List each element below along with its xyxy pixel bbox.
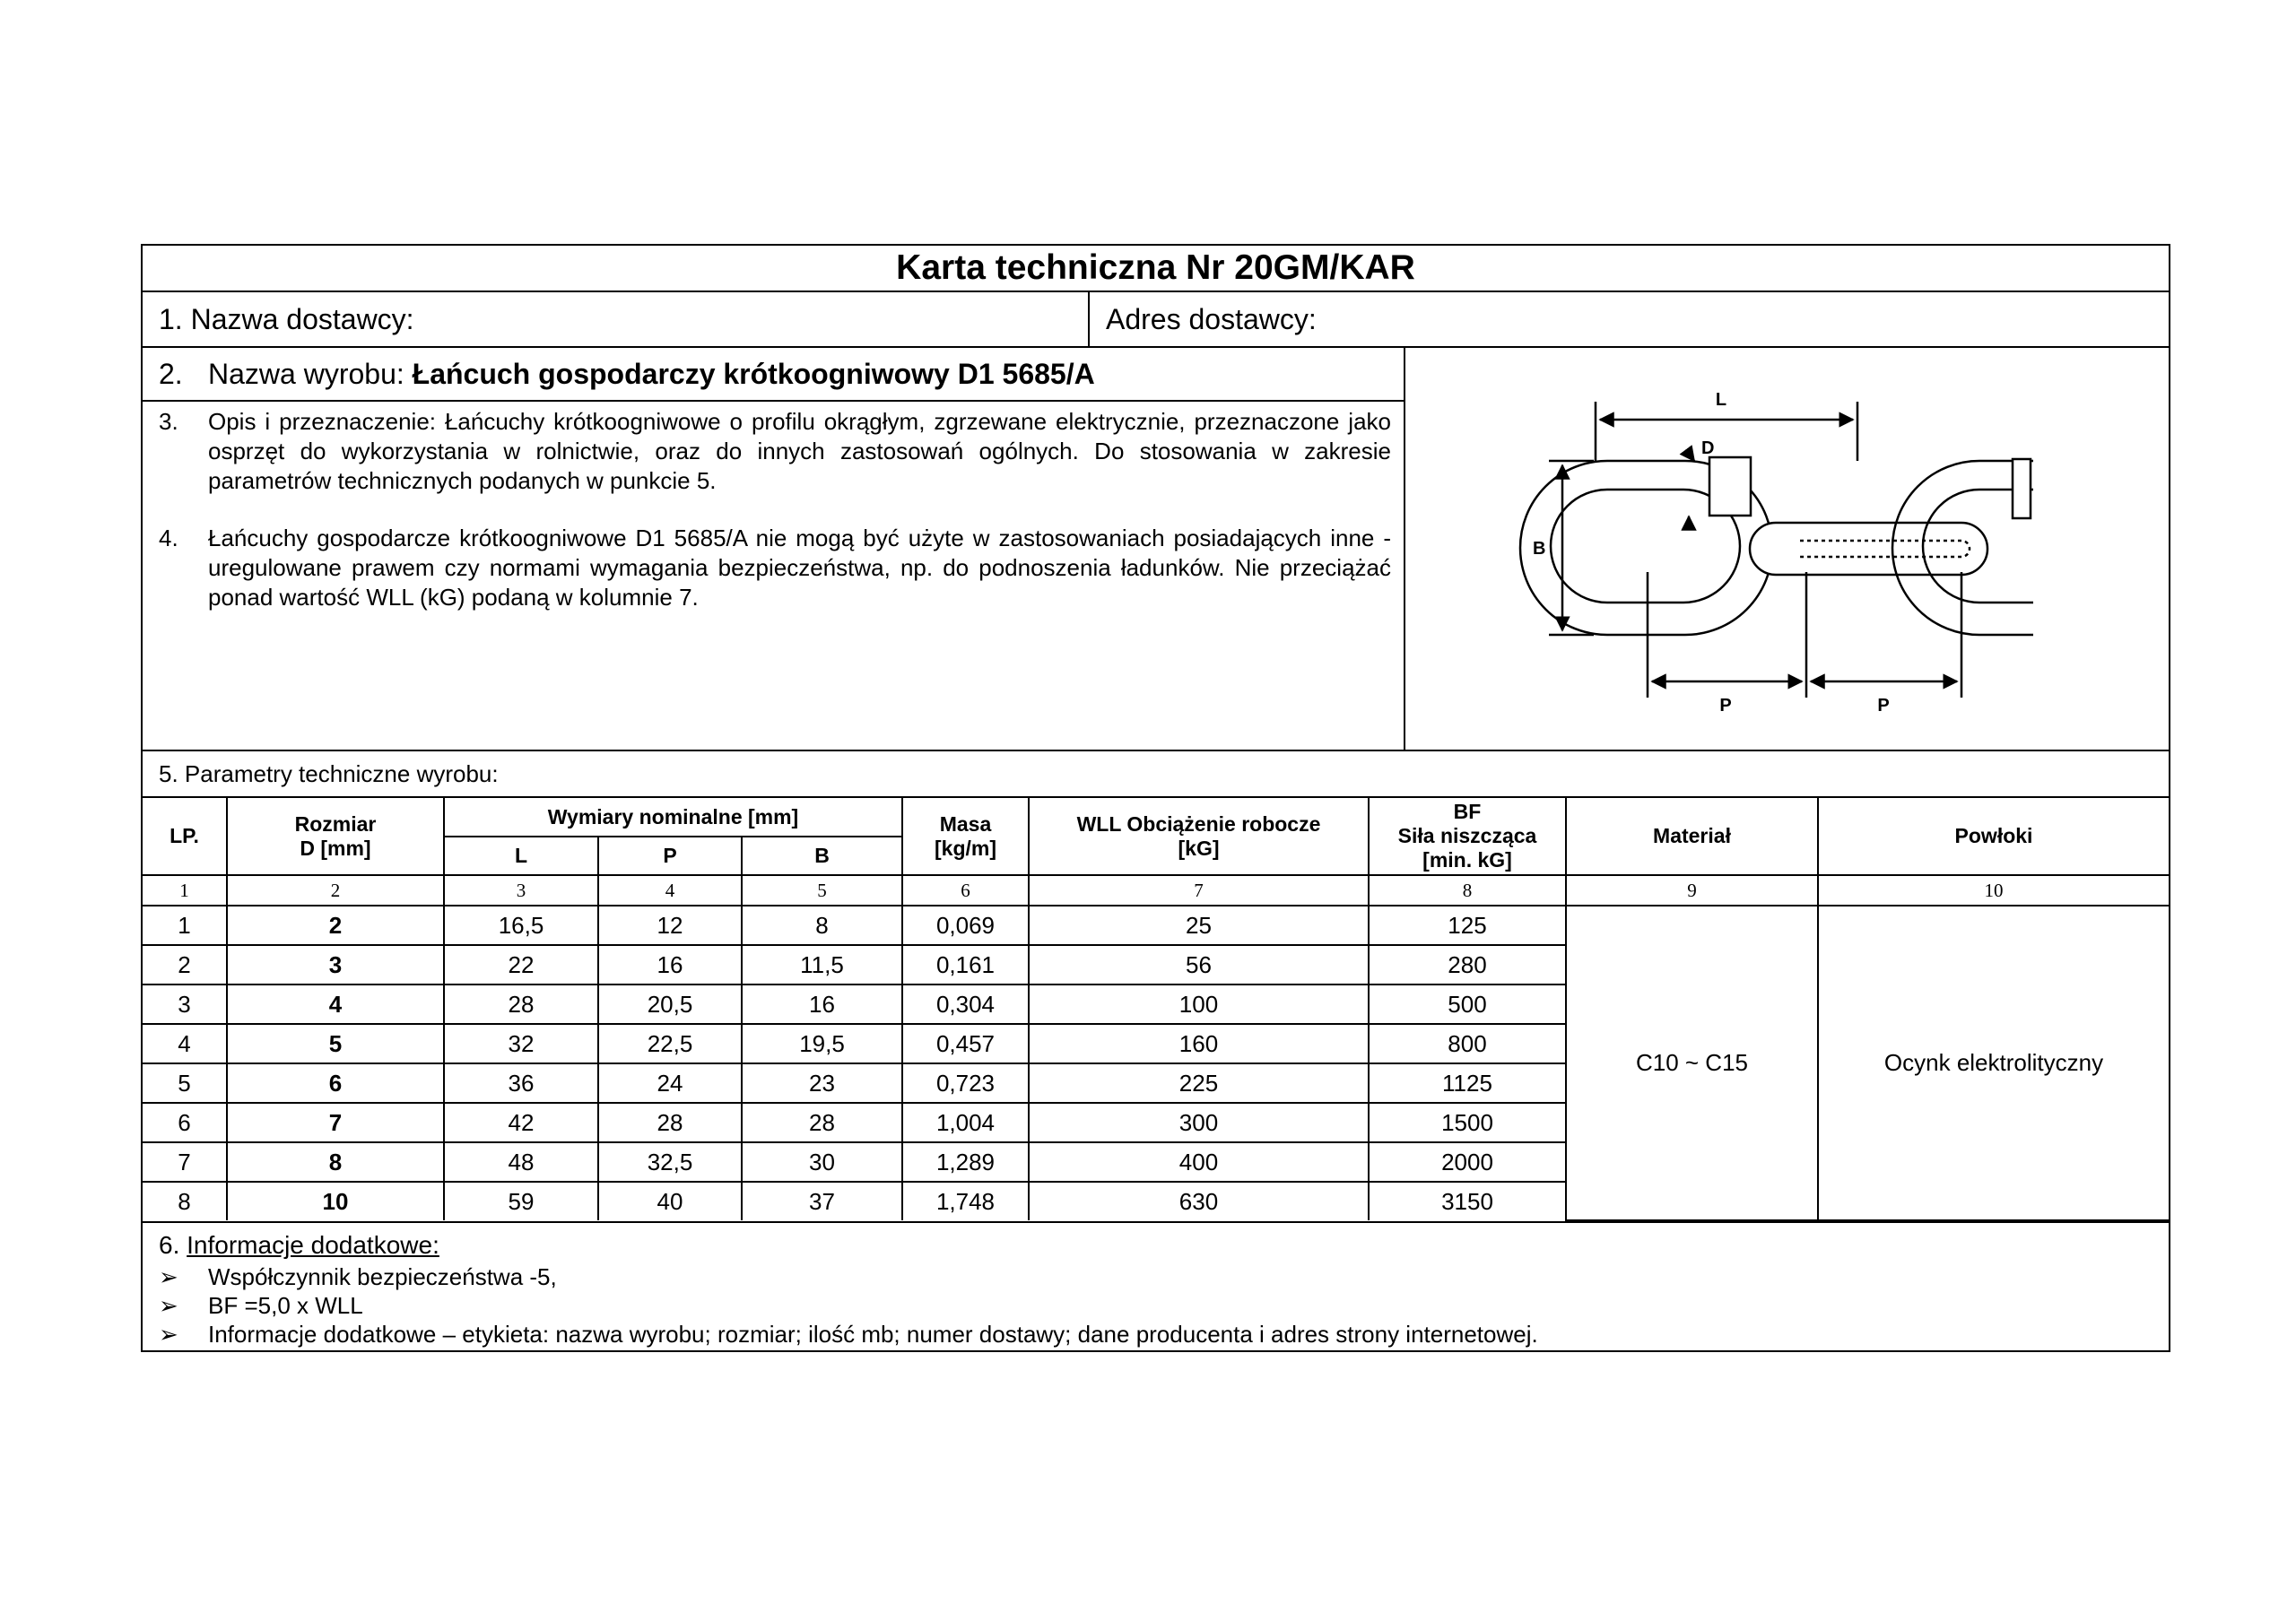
- cell-wll: 160: [1029, 1024, 1369, 1063]
- cell-mass: 0,161: [902, 945, 1029, 984]
- product-name: Łańcuch gospodarczy krótkoogniwowy D1 5685/A: [412, 358, 1095, 390]
- arrow-bullet-icon: ➢: [159, 1321, 178, 1348]
- dim-label-P2: P: [1877, 696, 1890, 716]
- cell-lp: 7: [143, 1142, 227, 1182]
- cell-P: 16: [598, 945, 742, 984]
- arrow-bullet-icon: ➢: [159, 1292, 178, 1319]
- cell-L: 16,5: [444, 906, 598, 945]
- cell-L: 48: [444, 1142, 598, 1182]
- cell-lp: 4: [143, 1024, 227, 1063]
- product-name-row: [143, 348, 1404, 402]
- cell-size: 6: [227, 1063, 444, 1103]
- cell-size: 7: [227, 1103, 444, 1142]
- col-number: 3: [444, 875, 598, 906]
- cell-bf: 1125: [1369, 1063, 1566, 1103]
- point-text: Łańcuchy gospodarcze krótkoogniwowe D1 5685/A nie mogą być użyte w zastosowaniach posiadających inne - uregulowane prawem czy normami wymagania bezpieczeństwa, np. do podnoszenia ładunków. Nie przeciążać ponad wartość WLL (kG) podaną w kolumnie 7.: [208, 525, 1391, 611]
- chain-diagram-panel: [1405, 348, 2169, 750]
- cell-L: 28: [444, 984, 598, 1024]
- chain-link-diagram: [1405, 348, 2170, 748]
- col-number: 4: [598, 875, 742, 906]
- cell-size: 5: [227, 1024, 444, 1063]
- chain-link-middle-outer: [1750, 523, 1987, 575]
- col-header-coating: Powłoki: [1818, 798, 2169, 875]
- column-number-row: [143, 875, 2169, 906]
- cell-P: 12: [598, 906, 742, 945]
- cell-wll: 25: [1029, 906, 1369, 945]
- cell-size: 4: [227, 984, 444, 1024]
- info-bullet: ➢ BF =5,0 x WLL: [159, 1292, 363, 1319]
- supplier-address-label: Adres dostawcy:: [1106, 303, 1317, 335]
- cell-B: 37: [742, 1182, 902, 1220]
- supplier-name-label: 1. Nazwa dostawcy:: [143, 292, 1090, 346]
- cell-size: 8: [227, 1142, 444, 1182]
- cell-mass: 0,304: [902, 984, 1029, 1024]
- cell-wll: 225: [1029, 1063, 1369, 1103]
- cell-bf: 125: [1369, 906, 1566, 945]
- cell-B: 30: [742, 1142, 902, 1182]
- cell-P: 22,5: [598, 1024, 742, 1063]
- cell-size: 3: [227, 945, 444, 984]
- restriction-point: [159, 524, 1391, 612]
- cell-P: 28: [598, 1103, 742, 1142]
- col-header-P: P: [598, 837, 742, 875]
- col-header-dims: Wymiary nominalne [mm]: [444, 798, 902, 837]
- point-number: 4.: [159, 525, 178, 551]
- col-number: 9: [1566, 875, 1818, 906]
- col-number: 6: [902, 875, 1029, 906]
- sheet-title: Karta techniczna Nr 20GM/KAR: [143, 246, 2169, 292]
- cell-L: 42: [444, 1103, 598, 1142]
- dim-label-D: D: [1701, 438, 1715, 458]
- col-header-wll: WLL Obciążenie robocze [kG]: [1029, 798, 1369, 875]
- cell-bf: 280: [1369, 945, 1566, 984]
- cell-wll: 100: [1029, 984, 1369, 1024]
- cell-mass: 0,723: [902, 1063, 1029, 1103]
- cell-lp: 8: [143, 1182, 227, 1220]
- col-header-L: L: [444, 837, 598, 875]
- cell-L: 59: [444, 1182, 598, 1220]
- params-header: 5. Parametry techniczne wyrobu:: [143, 751, 2169, 798]
- col-number: 10: [1818, 875, 2169, 906]
- product-number: 2.: [159, 358, 183, 390]
- table-row: [143, 906, 2169, 945]
- cell-bf: 2000: [1369, 1142, 1566, 1182]
- cell-wll: 300: [1029, 1103, 1369, 1142]
- cell-coating: Ocynk elektrolityczny: [1818, 906, 2169, 1220]
- col-header-mass: Masa [kg/m]: [902, 798, 1029, 875]
- table-header-row: [143, 798, 2169, 837]
- cell-size: 2: [227, 906, 444, 945]
- cell-mass: 1,289: [902, 1142, 1029, 1182]
- col-header-material: Materiał: [1566, 798, 1818, 875]
- cell-L: 32: [444, 1024, 598, 1063]
- dim-label-B: B: [1533, 539, 1546, 559]
- cell-B: 19,5: [742, 1024, 902, 1063]
- col-header-B: B: [742, 837, 902, 875]
- cell-lp: 2: [143, 945, 227, 984]
- cell-size: 10: [227, 1182, 444, 1220]
- cell-P: 32,5: [598, 1142, 742, 1182]
- cell-lp: 5: [143, 1063, 227, 1103]
- cell-P: 40: [598, 1182, 742, 1220]
- cell-P: 24: [598, 1063, 742, 1103]
- dim-label-P1: P: [1719, 696, 1732, 716]
- cell-wll: 400: [1029, 1142, 1369, 1182]
- cell-bf: 1500: [1369, 1103, 1566, 1142]
- product-label: Nazwa wyrobu:: [208, 358, 413, 390]
- cell-bf: 800: [1369, 1024, 1566, 1063]
- cell-lp: 3: [143, 984, 227, 1024]
- cell-B: 11,5: [742, 945, 902, 984]
- dim-label-L: L: [1715, 390, 1727, 410]
- info-title: 6. Informacje dodatkowe:: [159, 1231, 439, 1259]
- cell-P: 20,5: [598, 984, 742, 1024]
- cell-bf: 500: [1369, 984, 1566, 1024]
- link-weld-right: [2013, 459, 2031, 518]
- cell-B: 16: [742, 984, 902, 1024]
- col-number: 7: [1029, 875, 1369, 906]
- point-number: 3.: [159, 408, 178, 435]
- cell-bf: 3150: [1369, 1182, 1566, 1220]
- additional-info: [143, 1221, 2169, 1350]
- col-number: 2: [227, 875, 444, 906]
- cell-material: C10 ~ C15: [1566, 906, 1818, 1220]
- cell-B: 23: [742, 1063, 902, 1103]
- cell-L: 36: [444, 1063, 598, 1103]
- cell-mass: 0,457: [902, 1024, 1029, 1063]
- info-bullet: ➢ Współczynnik bezpieczeństwa -5,: [159, 1263, 557, 1290]
- cell-L: 22: [444, 945, 598, 984]
- description-point: [159, 407, 1391, 496]
- col-header-lp: LP.: [143, 798, 227, 875]
- cell-wll: 56: [1029, 945, 1369, 984]
- cell-B: 28: [742, 1103, 902, 1142]
- col-number: 8: [1369, 875, 1566, 906]
- cell-mass: 0,069: [902, 906, 1029, 945]
- info-bullet: ➢ Informacje dodatkowe – etykieta: nazwa wyrobu; rozmiar; ilość mb; numer dostawy; dane producenta i adres strony internetowej.: [159, 1321, 1538, 1348]
- technical-sheet: [141, 244, 2170, 1352]
- cell-B: 8: [742, 906, 902, 945]
- arrow-bullet-icon: ➢: [159, 1263, 178, 1290]
- col-header-size: Rozmiar D [mm]: [227, 798, 444, 875]
- col-number: 5: [742, 875, 902, 906]
- cell-mass: 1,004: [902, 1103, 1029, 1142]
- description-section: [143, 348, 2169, 751]
- cell-wll: 630: [1029, 1182, 1369, 1220]
- cell-lp: 1: [143, 906, 227, 945]
- parameters-table: [143, 798, 2169, 1221]
- col-number: 1: [143, 875, 227, 906]
- cell-lp: 6: [143, 1103, 227, 1142]
- point-text: Opis i przeznaczenie: Łańcuchy krótkoogniwowe o profilu okrągłym, zgrzewane elektrycznie, przeznaczone jako osprzęt do wykorzystania w rolnictwie, oraz do innych zastosowań ogólnych. Do stosowania w zakresie parametrów technicznych podanych w punkcie 5.: [208, 408, 1391, 494]
- cell-mass: 1,748: [902, 1182, 1029, 1220]
- link-weld: [1709, 457, 1751, 516]
- col-header-bf: BF Siła niszcząca [min. kG]: [1369, 798, 1566, 875]
- supplier-row: [143, 292, 2169, 348]
